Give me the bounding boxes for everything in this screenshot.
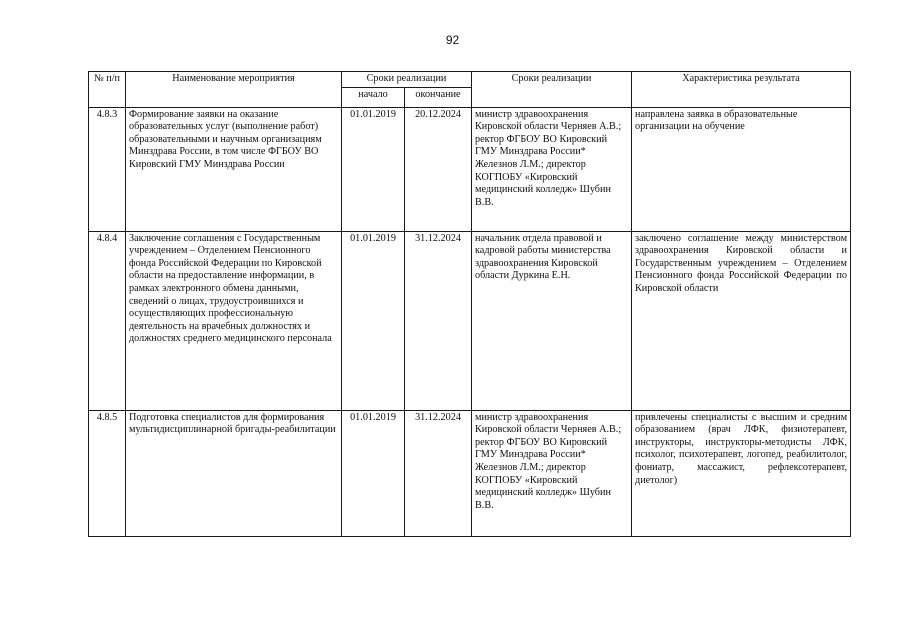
row-num: 4.8.3 bbox=[89, 107, 126, 231]
header-name: Наименование мероприятия bbox=[126, 72, 342, 108]
row-result: привлечены специалисты с высшим и средним образованием (врач ЛФК, физиотерапевт, инструкторы, инструкторы-методисты ЛФК, психолог, психотерапевт, логопед, реабилитолог, фониатр, массажист, рефлексотерапевт, диетолог) bbox=[632, 410, 851, 536]
header-result: Характеристика результата bbox=[632, 72, 851, 108]
page-number: 92 bbox=[445, 33, 460, 47]
header-start: начало bbox=[342, 87, 405, 107]
row-num: 4.8.4 bbox=[89, 231, 126, 410]
row-start-date: 01.01.2019 bbox=[342, 107, 405, 231]
row-end-date: 31.12.2024 bbox=[405, 410, 472, 536]
row-start-date: 01.01.2019 bbox=[342, 231, 405, 410]
row-responsible: министр здравоохранения Кировской области Черняев А.В.; ректор ФГБОУ ВО Кировский ГМУ Минздрава России* Железнов Л.М.; директор КОГПОБУ «Кировский медицинский колледж» Шубин В.В. bbox=[472, 410, 632, 536]
row-responsible: начальник отдела правовой и кадровой работы министерства здравоохранения Кировской области Дуркина Е.Н. bbox=[472, 231, 632, 410]
row-name: Заключение соглашения с Государственным учреждением – Отделением Пенсионного фонда Российской Федерации по Кировской области на предоставление информации, в рамках электронного обмена данными, сведений о лицах, трудоустроившихся и осуществляющих профессиональную деятельность на врачебных должностях и должностях среднего медицинского персонала bbox=[126, 231, 342, 410]
table-row bbox=[89, 107, 851, 231]
row-end-date: 31.12.2024 bbox=[405, 231, 472, 410]
row-start-date: 01.01.2019 bbox=[342, 410, 405, 536]
row-name: Подготовка специалистов для формирования мультидисциплинарной бригады-реабилитации bbox=[126, 410, 342, 536]
row-result: заключено соглашение между министерством здравоохранения Кировской области и Государственным учреждением – Отделением Пенсионного фонда Российской Федерации по Кировской области bbox=[632, 231, 851, 410]
row-result: направлена заявка в образовательные организации на обучение bbox=[632, 107, 851, 231]
row-responsible: министр здравоохранения Кировской области Черняев А.В.; ректор ФГБОУ ВО Кировский ГМУ Минздрава России* Железнов Л.М.; директор КОГПОБУ «Кировский медицинский колледж» Шубин В.В. bbox=[472, 107, 632, 231]
table-row bbox=[89, 410, 851, 536]
header-period: Сроки реализации bbox=[342, 72, 472, 88]
header-end: окончание bbox=[405, 87, 472, 107]
row-end-date: 20.12.2024 bbox=[405, 107, 472, 231]
row-name: Формирование заявки на оказание образовательных услуг (выполнение работ) образовательными и научным организациям Минздрава России, в том числе ФГБОУ ВО Кировский ГМУ Минздрава России bbox=[126, 107, 342, 231]
table-header-row bbox=[89, 72, 851, 88]
header-num: № п/п bbox=[89, 72, 126, 108]
row-num: 4.8.5 bbox=[89, 410, 126, 536]
header-responsible: Сроки реализации bbox=[472, 72, 632, 108]
measures-table bbox=[88, 71, 851, 537]
table-row bbox=[89, 231, 851, 410]
